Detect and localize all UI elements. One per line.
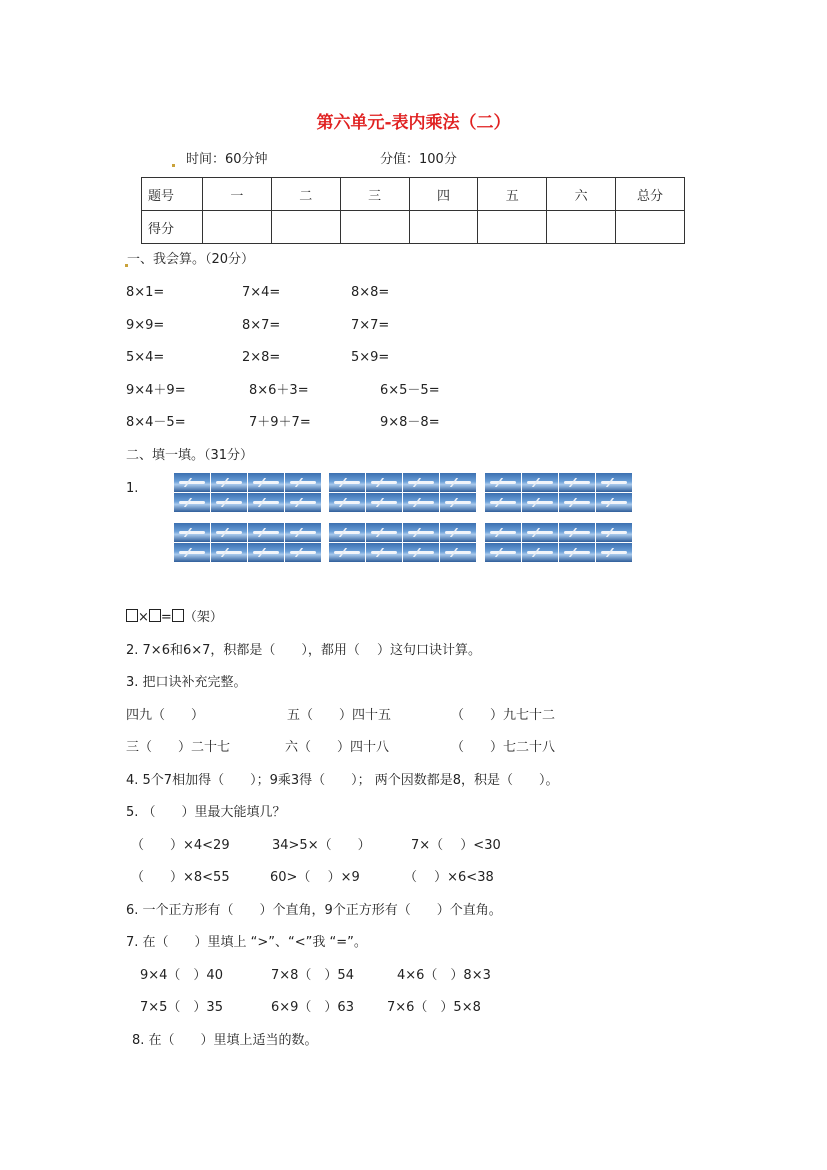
calc-item: 8×1= bbox=[126, 285, 165, 300]
rhyme-item: （ ）七二十八 bbox=[451, 740, 556, 755]
table-cell: 一 bbox=[203, 178, 272, 211]
rhyme-item: 三（ ）二十七 bbox=[126, 740, 231, 755]
score-cell[interactable] bbox=[478, 211, 547, 244]
question-8: 8. 在（ ）里填上适当的数。 bbox=[132, 1033, 318, 1048]
table-cell: 总分 bbox=[616, 178, 685, 211]
calc-item: 7＋9＋7= bbox=[249, 415, 311, 430]
compare-item: 6×9（ ）63 bbox=[271, 1000, 354, 1015]
page-title: 第六单元-表内乘法（二） bbox=[316, 113, 511, 133]
airplane-picture bbox=[174, 473, 632, 565]
table-row bbox=[142, 211, 685, 244]
airplane-group bbox=[485, 473, 632, 512]
question-3: 3. 把口诀补充完整。 bbox=[126, 675, 247, 690]
compare-item: 7×（ ）<30 bbox=[411, 838, 501, 853]
airplane-group bbox=[174, 523, 321, 562]
answer-box[interactable] bbox=[126, 609, 138, 622]
score-cell[interactable] bbox=[203, 211, 272, 244]
question-7: 7. 在（ ）里填上 “>”、“<”我 “=”。 bbox=[126, 935, 367, 950]
table-cell: 三 bbox=[340, 178, 409, 211]
airplane-group bbox=[329, 473, 476, 512]
calc-item: 8×6＋3= bbox=[249, 383, 309, 398]
airplane-group bbox=[329, 523, 476, 562]
score-cell[interactable] bbox=[547, 211, 616, 244]
compare-item: （ ）×4<29 bbox=[131, 838, 230, 853]
calc-item: 2×8= bbox=[242, 350, 281, 365]
q1-equation: × = （架） bbox=[126, 609, 223, 626]
answer-box[interactable] bbox=[149, 609, 161, 622]
compare-item: 4×6（ ）8×3 bbox=[397, 968, 491, 983]
table-cell: 题号 bbox=[142, 178, 203, 211]
calc-item: 8×8= bbox=[351, 285, 390, 300]
section2-heading: 二、填一填。（31分） bbox=[126, 448, 254, 463]
compare-item: 7×5（ ）35 bbox=[140, 1000, 223, 1015]
score-table bbox=[141, 177, 685, 244]
calc-item: 5×4= bbox=[126, 350, 165, 365]
time-label: 时间：60分钟 bbox=[186, 152, 268, 167]
calc-item: 5×9= bbox=[351, 350, 390, 365]
calc-item: 7×7= bbox=[351, 318, 390, 333]
score-cell[interactable] bbox=[340, 211, 409, 244]
calc-item: 9×9= bbox=[126, 318, 165, 333]
compare-item: 60>（ ）×9 bbox=[270, 870, 360, 885]
airplane-group bbox=[174, 473, 321, 512]
compare-item: 7×6（ ）5×8 bbox=[387, 1000, 481, 1015]
question-6: 6. 一个正方形有（ ）个直角，9个正方形有（ ）个直角。 bbox=[126, 903, 502, 918]
table-cell: 二 bbox=[271, 178, 340, 211]
stray-mark bbox=[172, 164, 175, 167]
question-5: 5. （ ）里最大能填几？ bbox=[126, 805, 286, 820]
compare-item: （ ）×6<38 bbox=[404, 870, 494, 885]
calc-item: 9×4＋9= bbox=[126, 383, 186, 398]
rhyme-item: （ ）九七十二 bbox=[451, 708, 556, 723]
question-number: 1. bbox=[126, 481, 139, 496]
calc-item: 8×4－5= bbox=[126, 415, 186, 430]
table-cell: 六 bbox=[547, 178, 616, 211]
question-2: 2. 7×6和6×7，积都是（ ），都用（ ）这句口诀计算。 bbox=[126, 643, 482, 658]
calc-item: 8×7= bbox=[242, 318, 281, 333]
table-row bbox=[142, 178, 685, 211]
compare-item: 9×4（ ）40 bbox=[140, 968, 223, 983]
score-cell[interactable] bbox=[616, 211, 685, 244]
airplane-group bbox=[485, 523, 632, 562]
section1-heading: 一、我会算。（20分） bbox=[127, 252, 255, 267]
question-4: 4. 5个7相加得（ ）；9乘3得（ ）； 两个因数都是8，积是（ ）。 bbox=[126, 773, 559, 788]
score-label: 分值：100分 bbox=[380, 152, 457, 167]
table-cell: 五 bbox=[478, 178, 547, 211]
calc-item: 9×8－8= bbox=[380, 415, 440, 430]
calc-item: 7×4= bbox=[242, 285, 281, 300]
unit-label: （架） bbox=[183, 610, 223, 625]
compare-item: 34>5×（ ） bbox=[272, 838, 371, 853]
compare-item: 7×8（ ）54 bbox=[271, 968, 354, 983]
rhyme-item: 六（ ）四十八 bbox=[285, 740, 390, 755]
rhyme-item: 五（ ）四十五 bbox=[287, 708, 392, 723]
score-cell[interactable] bbox=[409, 211, 478, 244]
calc-item: 6×5－5= bbox=[380, 383, 440, 398]
table-cell: 四 bbox=[409, 178, 478, 211]
compare-item: （ ）×8<55 bbox=[131, 870, 230, 885]
answer-box[interactable] bbox=[172, 609, 184, 622]
rhyme-item: 四九（ ） bbox=[126, 708, 205, 723]
score-cell[interactable] bbox=[271, 211, 340, 244]
table-cell: 得分 bbox=[142, 211, 203, 244]
